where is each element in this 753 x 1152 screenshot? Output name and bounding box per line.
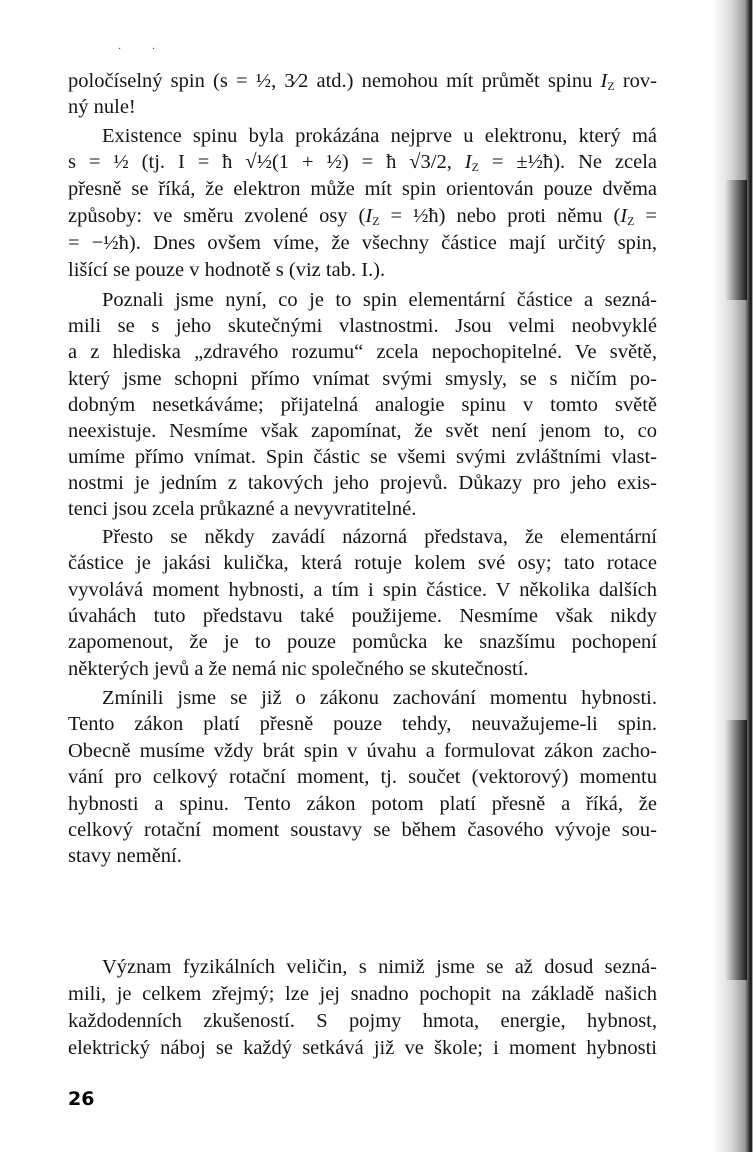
text-line: vání pro celkový rotační moment, tj. součet (vektorový) momentu [68,766,657,788]
text-line: lišící se pouze v hodnotě s (viz tab. I.). [68,259,386,281]
text-line: částice je jakási kulička, která rotuje kolem své osy; tato rotace [68,552,657,574]
text-line: a z hlediska „zdravého rozumu“ zcela nepochopitelné. Ve světě, [68,341,657,363]
text-line: mili se s jeho skutečnými vlastnostmi. Jsou velmi neobvyklé [68,315,657,337]
scan-specks: · · [118,44,170,55]
text-line: Tento zákon platí přesně pouze tehdy, neuvažujeme-li spin. [68,713,657,735]
text-line: umíme přímo vnímat. Spin částic se všemi svými zvláštními vlast- [68,446,657,468]
text-line: tenci jsou zcela průkazné a nevyvratitelné. [68,498,417,520]
text-line: zapomenout, že je to pouze pomůcka ke snazšímu pochopení [68,631,657,653]
binding-shadow-dark [725,180,747,300]
text-line: stavy nemění. [68,845,182,867]
text-line: Význam fyzikálních veličin, s nimiž jsme se až dosud sezná- [102,956,657,978]
text-line: přesně se říká, že elektron může mít spin orientován pouze dvěma [68,178,657,200]
text-line: = −½ħ). Dnes ovšem víme, že všechny částice mají určitý spin, [68,232,657,254]
text-line: nostmi je jedním z takových jeho projevů. Důkazy pro jeho exis- [68,472,657,494]
text-line: vyvolává moment hybnosti, a tím i spin částice. V několika dalších [68,579,657,601]
text-line: elektrický náboj se každý setkává již ve škole; i moment hybnosti [68,1037,657,1059]
text-line: Poznali jsme nyní, co je to spin elementární částice a sezná- [102,289,657,311]
text-line: poločíselný spin (s = ½, 3⁄2 atd.) nemohou mít průmět spinu $I_Z$ rov- [68,70,657,93]
text-line: některých jevů a že nemá nic společného se skutečností. [68,658,529,680]
text-line: každodenních zkušeností. S pojmy hmota, energie, hybnost, [68,1010,657,1032]
text-line: který jsme schopni přímo vnímat svými smysly, se s ničím po- [68,368,657,390]
text-line: neexistuje. Nesmíme však zapomínat, že svět není jenom to, co [68,420,657,442]
text-line: dobným nesetkáváme; přijatelná analogie spinu v tomto světě [68,394,657,416]
text-line: celkový rotační moment soustavy se během časového vývoje sou- [68,819,657,841]
text-line: s = ½ (tj. I = ħ √½(1 + ½) = ħ √3/2, $I_Z$ = ±½ħ). Ne zcela [68,151,657,174]
text-line: Přesto se někdy zavádí názorná představa, že elementární [102,526,657,548]
text-line: hybnosti a spinu. Tento zákon potom platí přesně a říká, že [68,793,657,815]
page-number: 26 [68,1088,95,1110]
text-line: úvahách tuto představu také použijeme. Nesmíme však nikdy [68,605,657,627]
text-line: ný nule! [68,96,136,118]
text-line: způsoby: ve směru zvolené osy ($I_Z$ = ½ħ) nebo proti němu ($I_Z$ = [68,205,657,228]
text-line: Zmínili jsme se již o zákonu zachování momentu hybnosti. [102,687,657,709]
binding-shadow-dark [725,720,747,980]
text-line: Existence spinu byla prokázána nejprve u elektronu, který má [102,125,657,147]
text-line: mili, je celkem zřejmý; lze jej snadno pochopit na základě našich [68,983,657,1005]
text-line: Obecně musíme vždy brát spin v úvahu a formulovat zákon zacho- [68,740,657,762]
